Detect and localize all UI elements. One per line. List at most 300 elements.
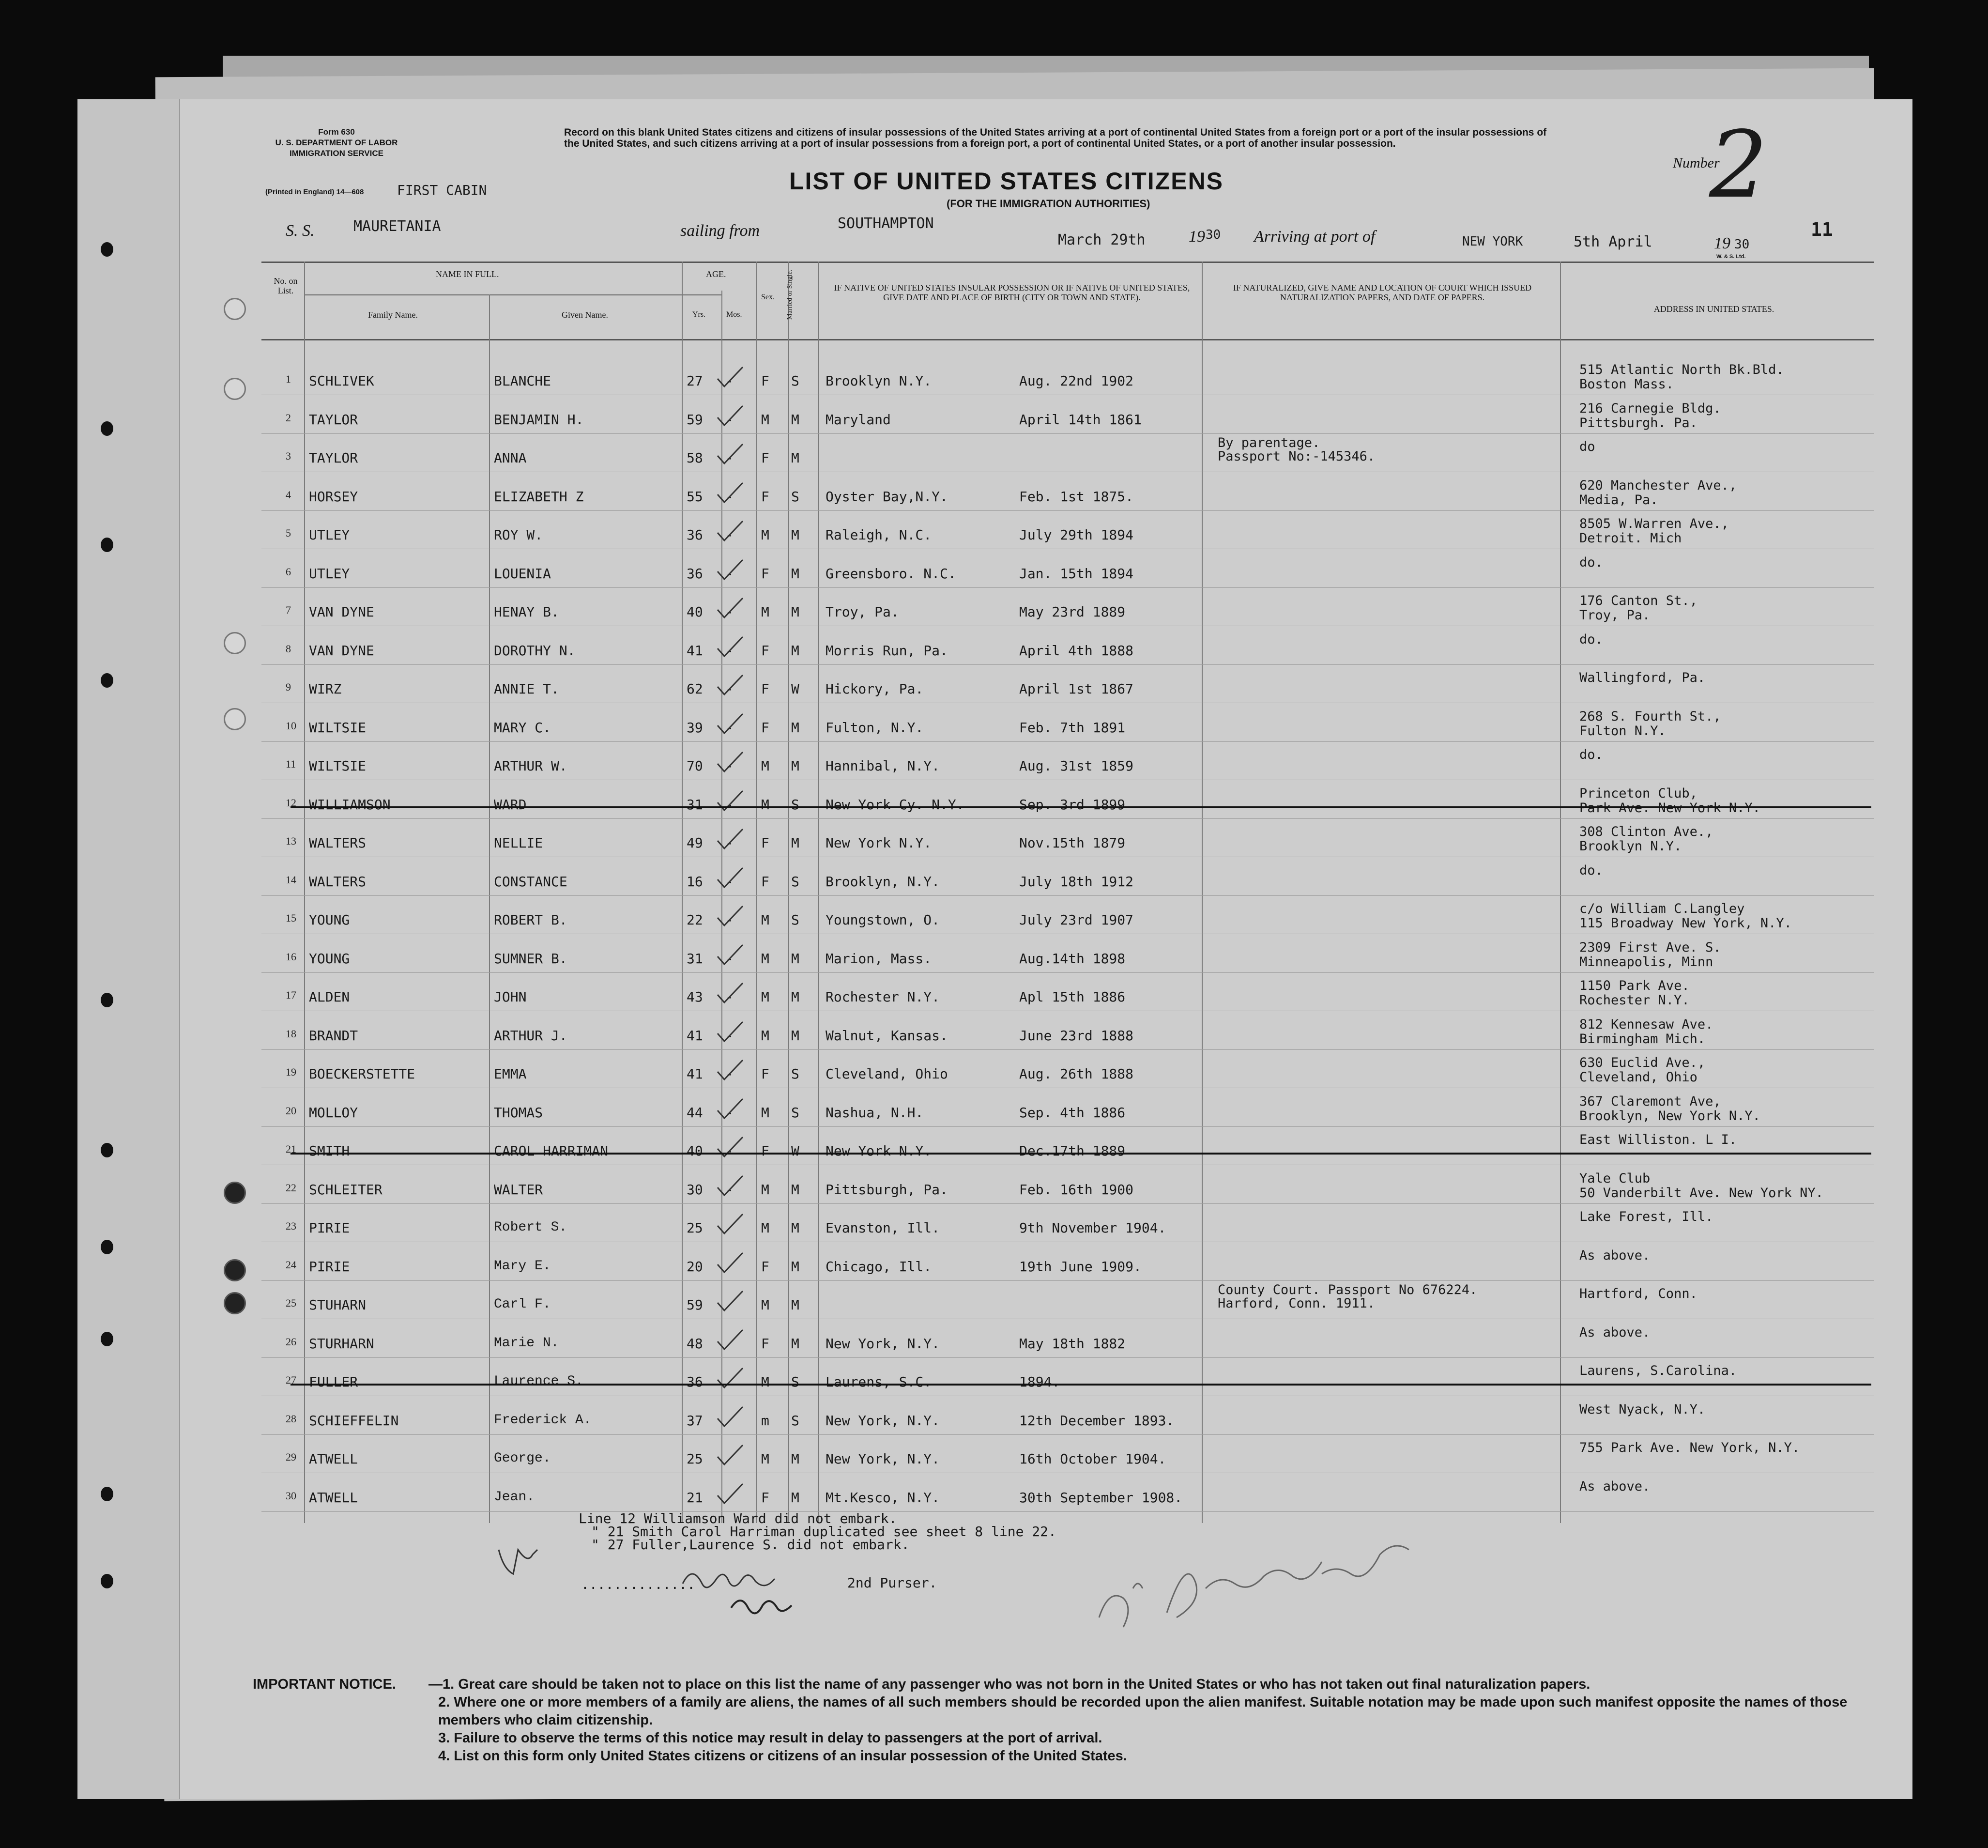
family-name: SCHLIVEK: [309, 373, 374, 389]
age-months: -: [725, 1105, 734, 1121]
sex: F: [761, 1259, 769, 1275]
age-years: 30: [687, 1182, 703, 1198]
row-number: 16: [286, 951, 296, 963]
marital-status: M: [791, 1028, 799, 1044]
age-years: 70: [687, 758, 703, 774]
birth-date: 19th June 1909.: [1019, 1259, 1142, 1275]
birth-place: Laurens, S.C.: [826, 1374, 932, 1390]
sex: M: [761, 1028, 769, 1044]
age-years: 22: [687, 912, 703, 928]
address-line-1: do.: [1579, 555, 1603, 570]
given-name: Jean.: [494, 1490, 535, 1505]
marital-status: M: [791, 450, 799, 466]
age-months: -: [725, 450, 734, 466]
birth-date: April 4th 1888: [1019, 643, 1134, 659]
age-years: 41: [687, 1028, 703, 1044]
row-number: 11: [286, 758, 296, 770]
row-number: 3: [286, 450, 291, 462]
age-months: -: [725, 989, 734, 1005]
row-number: 15: [286, 912, 296, 924]
address-line-1: 308 Clinton Ave.,: [1579, 824, 1713, 839]
given-name: Mary E.: [494, 1259, 551, 1274]
sex: F: [761, 489, 769, 505]
age-years: 21: [687, 1490, 703, 1506]
address-line-1: do.: [1579, 632, 1603, 647]
notice-label: IMPORTANT NOTICE.: [253, 1677, 396, 1692]
row-rule: [261, 1280, 1874, 1281]
col-header-address: ADDRESS IN UNITED STATES.: [1653, 304, 1774, 314]
signature-dots: ..............: [581, 1576, 696, 1592]
check-mark: [716, 481, 745, 505]
form-block: [271, 127, 402, 159]
marital-status: S: [791, 373, 799, 389]
row-rule: [261, 1357, 1874, 1358]
row-number: 23: [286, 1220, 296, 1232]
age-years: 25: [687, 1451, 703, 1467]
binder-hole: [101, 1240, 113, 1254]
age-years: 49: [687, 835, 703, 851]
col-header-sex: Sex.: [761, 293, 775, 301]
punch-ring: [224, 1292, 246, 1314]
family-name: YOUNG: [309, 951, 350, 967]
given-name: ANNIE T.: [494, 681, 559, 697]
address-line-1: c/o William C.Langley: [1579, 901, 1745, 916]
address-line-2: Rochester N.Y.: [1579, 993, 1690, 1008]
naturalization-line-2: Harford, Conn. 1911.: [1218, 1296, 1376, 1311]
given-name: CONSTANCE: [494, 874, 567, 890]
marital-status: M: [791, 1336, 799, 1352]
service: IMMIGRATION SERVICE: [290, 149, 383, 158]
strike-through-line: [291, 1153, 1871, 1155]
strike-through-line: [291, 806, 1871, 808]
marital-status: S: [791, 797, 799, 813]
row-number: 24: [286, 1259, 296, 1271]
check-mark: [716, 519, 745, 543]
birth-date: 1894.: [1019, 1374, 1060, 1390]
marital-status: M: [791, 720, 799, 736]
row-number: 29: [286, 1451, 296, 1463]
col-header-family: Family Name.: [368, 310, 418, 320]
family-name: WALTERS: [309, 874, 367, 890]
given-name: ROY W.: [494, 527, 543, 543]
family-name: SCHIEFFELIN: [309, 1413, 399, 1429]
sex: M: [761, 989, 769, 1005]
naturalization: County Court. Passport No 676224.: [1218, 1282, 1478, 1297]
notice-item: 3. Failure to observe the terms of this notice may result in delay to passengers at the port of arrival.: [438, 1730, 1102, 1746]
birth-place: Youngstown, O.: [826, 912, 940, 928]
col-header-married: Married or Single.: [786, 269, 794, 320]
address-line-1: 515 Atlantic North Bk.Bld.: [1579, 362, 1784, 377]
family-name: STUHARN: [309, 1297, 367, 1313]
address-line-1: As above.: [1579, 1325, 1651, 1340]
sex: F: [761, 373, 769, 389]
birth-place: Maryland: [826, 412, 891, 428]
birth-place: Morris Run, Pa.: [826, 643, 948, 659]
notice-item: 4. List on this form only United States citizens or citizens of an insular possession of the United States.: [438, 1748, 1127, 1764]
birth-place: Brooklyn N.Y.: [826, 373, 932, 389]
given-name: Laurence S.: [494, 1374, 583, 1389]
age-years: 27: [687, 373, 703, 389]
printed-note: (Printed in England) 14—608: [265, 188, 364, 196]
check-mark: [716, 1251, 745, 1275]
row-number: 10: [286, 720, 296, 732]
birth-date: Apl 15th 1886: [1019, 989, 1126, 1005]
name-subheader-rule: [305, 294, 721, 295]
birth-date: May 18th 1882: [1019, 1336, 1126, 1352]
number-label: Number: [1673, 155, 1720, 171]
row-number: 20: [286, 1105, 296, 1117]
birth-place: Fulton, N.Y.: [826, 720, 924, 736]
given-name: Frederick A.: [494, 1413, 592, 1428]
family-name: ALDEN: [309, 989, 350, 1005]
binder-hole: [101, 1574, 113, 1588]
birth-date: Nov.15th 1879: [1019, 835, 1126, 851]
page-subtitle: (FOR THE IMMIGRATION AUTHORITIES): [947, 198, 1150, 210]
address-line-2: 50 Vanderbilt Ave. New York NY.: [1579, 1186, 1823, 1201]
age-months: -: [725, 566, 734, 582]
age-months: -: [725, 643, 734, 659]
birth-date: July 18th 1912: [1019, 874, 1134, 890]
birth-date: July 29th 1894: [1019, 527, 1134, 543]
col-rule: [1202, 262, 1203, 1523]
birth-date: April 14th 1861: [1019, 412, 1142, 428]
given-name: NELLIE: [494, 835, 543, 851]
check-mark: [716, 1135, 745, 1159]
age-years: 16: [687, 874, 703, 890]
address-line-1: 176 Canton St.,: [1579, 593, 1697, 608]
age-years: 40: [687, 1143, 703, 1159]
age-months: -: [725, 835, 734, 851]
family-name: TAYLOR: [309, 412, 358, 428]
row-number: 25: [286, 1297, 296, 1309]
birth-place: Nashua, N.H.: [826, 1105, 924, 1121]
table-top-rule: [261, 262, 1874, 263]
address-line-1: Lake Forest, Ill.: [1579, 1209, 1713, 1224]
birth-date: April 1st 1867: [1019, 681, 1134, 697]
birth-place: Hickory, Pa.: [826, 681, 924, 697]
row-number: 13: [286, 835, 296, 847]
row-rule: [261, 587, 1874, 588]
row-rule: [261, 1126, 1874, 1127]
check-mark: [716, 1058, 745, 1082]
marital-status: S: [791, 1413, 799, 1429]
marital-status: M: [791, 566, 799, 582]
family-name: BOECKERSTETTE: [309, 1066, 415, 1082]
address-line-2: Detroit. Mich: [1579, 531, 1682, 546]
check-mark: [716, 365, 745, 389]
marital-status: M: [791, 758, 799, 774]
naturalization-line-2: Passport No:-145346.: [1218, 449, 1376, 464]
given-name: BENJAMIN H.: [494, 412, 584, 428]
marital-status: S: [791, 1105, 799, 1121]
check-mark: [716, 1482, 745, 1506]
punch-ring: [224, 708, 246, 730]
birth-place: Chicago, Ill.: [826, 1259, 932, 1275]
age-years: 43: [687, 989, 703, 1005]
row-number: 4: [286, 489, 291, 501]
age-years: 37: [687, 1413, 703, 1429]
punch-ring: [224, 1182, 246, 1204]
birth-date: Jan. 15th 1894: [1019, 566, 1134, 582]
birth-place: Marion, Mass.: [826, 951, 932, 967]
naturalization: By parentage.: [1218, 435, 1320, 450]
birth-date: June 23rd 1888: [1019, 1028, 1134, 1044]
marital-status: M: [791, 1259, 799, 1275]
col-header-naturalized: IF NATURALIZED, GIVE NAME AND LOCATION OF COURT WHICH ISSUED NATURALIZATION PAPERS, AND DATE OF PAPERS.: [1233, 283, 1532, 302]
footnote-line: " 27 Fuller,Laurence S. did not embark.: [591, 1537, 910, 1553]
given-name: LOUENIA: [494, 566, 551, 582]
age-years: 41: [687, 1066, 703, 1082]
check-mark: [716, 904, 745, 928]
age-months: -: [725, 527, 734, 543]
binder-hole: [101, 421, 113, 436]
check-mark: [716, 635, 745, 659]
age-years: 31: [687, 797, 703, 813]
row-number: 9: [286, 681, 291, 693]
row-rule: [261, 1511, 1874, 1512]
given-name: MARY C.: [494, 720, 551, 736]
sex: M: [761, 1297, 769, 1313]
birth-place: Troy, Pa.: [826, 604, 899, 620]
col-header-no: No. on List.: [274, 276, 298, 295]
birth-place: Walnut, Kansas.: [826, 1028, 948, 1044]
birth-date: Aug. 26th 1888: [1019, 1066, 1134, 1082]
address-line-2: Media, Pa.: [1579, 493, 1658, 508]
age-months: -: [725, 758, 734, 774]
binder-hole: [101, 1487, 113, 1501]
col-rule: [304, 262, 305, 1523]
sex: F: [761, 1143, 769, 1159]
address-line-2: 115 Broadway New York, N.Y.: [1579, 916, 1792, 931]
address-line-1: Hartford, Conn.: [1579, 1286, 1697, 1301]
check-mark: [716, 827, 745, 851]
address-line-1: As above.: [1579, 1248, 1651, 1263]
row-number: 14: [286, 874, 296, 886]
address-line-1: West Nyack, N.Y.: [1579, 1402, 1706, 1417]
col-rule: [682, 262, 683, 1523]
sailing-date: March 29th: [1058, 231, 1146, 248]
purser-signature: [678, 1559, 842, 1617]
printer-mark: W. & S. Ltd.: [1716, 254, 1746, 260]
binder-hole: [101, 538, 113, 552]
row-rule: [261, 818, 1874, 819]
family-name: WALTERS: [309, 835, 367, 851]
check-mark: [716, 750, 745, 774]
marital-status: M: [791, 1220, 799, 1236]
address-line-1: do.: [1579, 863, 1603, 878]
notice-item: —1. Great care should be taken not to place on this list the name of any passenger who was not born in the United States or who has not taken out final naturalization papers.: [428, 1677, 1590, 1692]
marital-status: M: [791, 1182, 799, 1198]
birth-date: Feb. 7th 1891: [1019, 720, 1126, 736]
family-name: STURHARN: [309, 1336, 374, 1352]
sex: M: [761, 758, 769, 774]
birth-date: 9th November 1904.: [1019, 1220, 1166, 1236]
address-line-1: Yale Club: [1579, 1171, 1651, 1186]
punch-ring: [224, 298, 246, 320]
address-line-1: East Williston. L I.: [1579, 1132, 1737, 1147]
address-line-1: do.: [1579, 747, 1603, 762]
given-name: SUMNER B.: [494, 951, 567, 967]
marital-status: W: [791, 1143, 799, 1159]
marital-status: M: [791, 1451, 799, 1467]
age-months: -: [725, 604, 734, 620]
check-mark: [716, 1366, 745, 1390]
check-mark: [716, 1405, 745, 1429]
family-name: WILLIAMSON: [309, 797, 391, 813]
birth-place: Brooklyn, N.Y.: [826, 874, 940, 890]
row-rule: [261, 433, 1874, 434]
row-number: 6: [286, 566, 291, 578]
age-months: -: [725, 951, 734, 967]
birth-place: New York, N.Y.: [826, 1451, 940, 1467]
header-bottom-rule: [261, 339, 1874, 340]
age-months: -: [725, 797, 734, 813]
family-name: YOUNG: [309, 912, 350, 928]
address-line-2: Minneapolis, Minn: [1579, 955, 1713, 970]
sex: M: [761, 1374, 769, 1390]
arrival-port: NEW YORK: [1462, 234, 1523, 249]
birth-place: Hannibal, N.Y.: [826, 758, 940, 774]
marital-status: S: [791, 1066, 799, 1082]
binder-hole: [101, 1143, 113, 1157]
check-mark: [716, 1174, 745, 1198]
cabin-class: FIRST CABIN: [397, 182, 487, 198]
row-number: 22: [286, 1182, 296, 1194]
family-name: MOLLOY: [309, 1105, 358, 1121]
check-mark: [716, 866, 745, 890]
age-months: -: [725, 412, 734, 428]
birth-date: Sep. 3rd 1899: [1019, 797, 1126, 813]
arriving-label: Arriving at port of: [1254, 228, 1376, 246]
given-name: Carl F.: [494, 1297, 551, 1312]
age-months: -: [725, 1066, 734, 1082]
marital-status: S: [791, 489, 799, 505]
department: U. S. DEPARTMENT OF LABOR: [275, 138, 398, 147]
row-number: 7: [286, 604, 291, 616]
birth-place: Pittsburgh, Pa.: [826, 1182, 948, 1198]
address-line-2: Park Ave. New York N.Y.: [1579, 801, 1760, 816]
row-rule: [261, 972, 1874, 973]
page-title: LIST OF UNITED STATES CITIZENS: [789, 168, 1224, 195]
binder-hole: [101, 993, 113, 1007]
row-rule: [261, 895, 1874, 896]
check-mark: [716, 404, 745, 428]
check-mark: [716, 789, 745, 813]
age-months: -: [725, 720, 734, 736]
age-months: -: [725, 874, 734, 890]
given-name: Robert S.: [494, 1220, 567, 1235]
birth-date: Aug. 31st 1859: [1019, 758, 1134, 774]
given-name: ANNA: [494, 450, 527, 466]
address-line-1: 8505 W.Warren Ave.,: [1579, 516, 1729, 531]
departure-port: SOUTHAMPTON: [838, 215, 934, 232]
sex: F: [761, 835, 769, 851]
address-line-1: 620 Manchester Ave.,: [1579, 478, 1737, 493]
col-header-name: NAME IN FULL.: [436, 269, 499, 279]
notice-item: 2. Where one or more members of a family are aliens, the names of all such members should be recorded upon the alien manifest. Suitable notation may be made upon such manifest opposite the names of those members who claim citizenship.: [438, 1694, 1848, 1728]
col-header-given: Given Name.: [562, 310, 608, 320]
sex: M: [761, 797, 769, 813]
footnotes: [579, 1512, 1056, 1551]
family-name: TAYLOR: [309, 450, 358, 466]
address-line-2: Birmingham Mich.: [1579, 1032, 1706, 1047]
age-years: 59: [687, 412, 703, 428]
address-line-1: 630 Euclid Ave.,: [1579, 1055, 1706, 1070]
age-years: 58: [687, 450, 703, 466]
row-number: 5: [286, 527, 291, 539]
punch-ring: [224, 632, 246, 654]
birth-date: Aug.14th 1898: [1019, 951, 1126, 967]
binder-hole: [101, 242, 113, 257]
marital-status: M: [791, 643, 799, 659]
age-months: -: [725, 1182, 734, 1198]
sheet-number: 2: [1709, 111, 1768, 218]
birth-place: Cleveland, Ohio: [826, 1066, 948, 1082]
family-name: VAN DYNE: [309, 604, 374, 620]
row-number: 18: [286, 1028, 296, 1040]
sex: M: [761, 951, 769, 967]
sailing-label: sailing from: [680, 222, 760, 240]
check-mark: [716, 596, 745, 620]
birth-place: Raleigh, N.C.: [826, 527, 932, 543]
sex: F: [761, 874, 769, 890]
family-name: ATWELL: [309, 1490, 358, 1506]
row-number: 2: [286, 412, 291, 424]
family-name: PIRIE: [309, 1220, 350, 1236]
family-name: UTLEY: [309, 527, 350, 543]
address-line-2: Brooklyn, New York N.Y.: [1579, 1109, 1760, 1124]
address-line-2: Brooklyn N.Y.: [1579, 839, 1682, 854]
marital-status: M: [791, 1490, 799, 1506]
family-name: VAN DYNE: [309, 643, 374, 659]
age-years: 36: [687, 566, 703, 582]
birth-date: 12th December 1893.: [1019, 1413, 1175, 1429]
initial-mark: [494, 1540, 552, 1593]
col-rule: [756, 262, 757, 1523]
marital-status: M: [791, 412, 799, 428]
row-rule: [261, 510, 1874, 511]
arrival-year-suffix: 30: [1734, 237, 1750, 252]
row-number: 21: [286, 1143, 296, 1155]
birth-place: Mt.Kesco, N.Y.: [826, 1490, 940, 1506]
address-line-2: Fulton N.Y.: [1579, 724, 1666, 739]
age-years: 36: [687, 527, 703, 543]
family-name: ATWELL: [309, 1451, 358, 1467]
birth-place: Evanston, Ill.: [826, 1220, 940, 1236]
sex: M: [761, 604, 769, 620]
row-number: 17: [286, 989, 296, 1001]
row-rule: [261, 664, 1874, 665]
age-years: 62: [687, 681, 703, 697]
family-name: WIRZ: [309, 681, 342, 697]
age-months: -: [725, 1143, 734, 1159]
sex: F: [761, 643, 769, 659]
row-number: 12: [286, 797, 296, 809]
arrival-date: 5th April: [1574, 233, 1652, 250]
sex: M: [761, 412, 769, 428]
address-line-1: 1150 Park Ave.: [1579, 978, 1690, 993]
age-years: 48: [687, 1336, 703, 1352]
ss-label: S. S.: [286, 222, 315, 240]
check-mark: [716, 1212, 745, 1236]
given-name: WALTER: [494, 1182, 543, 1198]
age-months: -: [725, 681, 734, 697]
address-line-2: Pittsburgh. Pa.: [1579, 416, 1697, 431]
footnote-line: Line 12 Williamson Ward did not embark.: [579, 1510, 897, 1526]
given-name: WARD: [494, 797, 527, 813]
row-number: 1: [286, 373, 291, 385]
given-name: ARTHUR W.: [494, 758, 567, 774]
